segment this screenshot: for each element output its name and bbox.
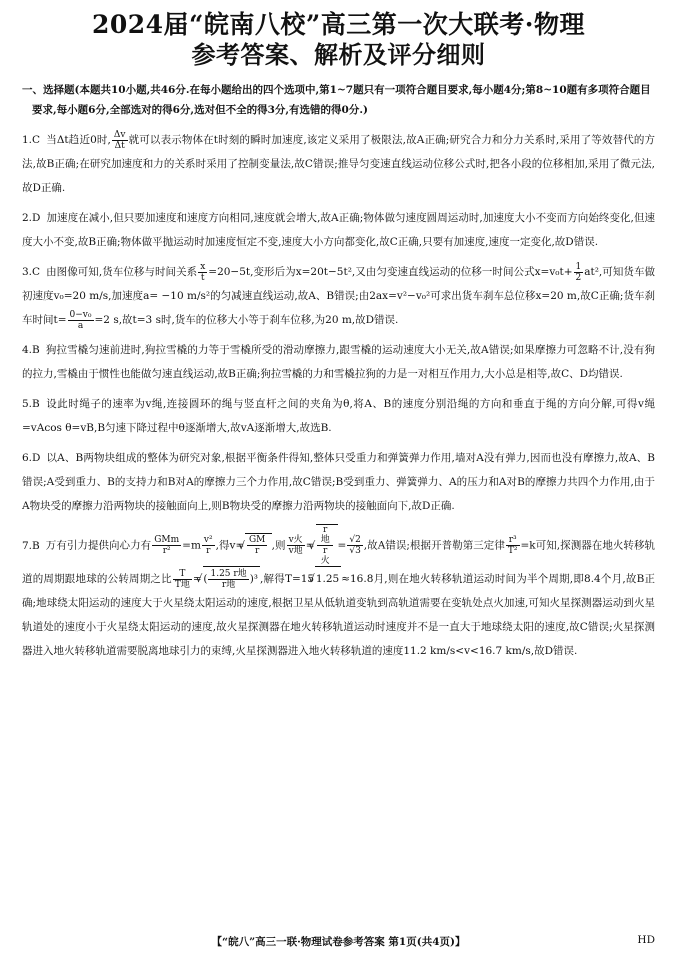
- square-root: √ $\frac{\text{r地}}{\text{r火}}$: [316, 524, 338, 566]
- answer-item-3: 3.C 由图像可知,货车位移与时间关系 $\frac{x}{t}$ =20−5t,变形后为x=20t−5t²,又由匀变速直线运动的位移一时间公式x=v₀t+ $\frac{1}{2}$ at²,可知货车做初速度v₀=20 m/s,加速度a= −10 m/s²的匀减速直线运动,故A、B错误;由2ax=v²−v₀²可求出货车刹车总位移x=20 m,故C正确;货车刹车时间t= $\frac{\text{0−v₀}}{a}$ =2 s,故t=3 s时,货车的位移大小等于刹车位移,为20 m,故D错误.: [22, 261, 656, 331]
- page-footer: [22, 934, 655, 949]
- footer-text: 【“皖八”高三一联·物理试卷参考答案 第1页(共4页)】: [211, 936, 466, 948]
- fraction: $\frac{\text{r³}}{\text{T²}}$: [507, 535, 518, 556]
- fraction: $\frac{T}{\text{T地}}$: [174, 568, 190, 590]
- answer-number: 4.B: [22, 344, 40, 356]
- answer-item-4: 4.B 狗拉雪橇匀速前进时,狗拉雪橇的力等于雪橇所受的滑动摩擦力,跟雪橇的运动速度大小无关,故A错误;如果摩擦力可忽略不计,没有狗的拉力,雪橇由于惯性也能做匀速直线运动,故B正确;狗拉雪橇的力和雪橇拉狗的力是一对相互作用力,大小总是相等,故C、D均错误.: [22, 344, 655, 380]
- section-instructions: 一、选择题(本题共10小题,共46分.在每小题给出的四个选项中,第1~7题只有一项符合题目要求,每小题4分;第8~10题有多项符合题目要求,每小题6分,全部选对的得6分,选对但不全的得3分,有选错的得0分.): [22, 84, 651, 116]
- answer-number: 5.B: [22, 398, 40, 410]
- answer-number: 2.D: [22, 212, 41, 224]
- footer-code: HD: [637, 934, 655, 946]
- answer-item-2: 2.D 加速度在减小,但只要加速度和速度方向相同,速度就会增大,故A正确;物体做匀速度圆周运动时,加速度大小不变而方向始终变化,但速度大小不变,故B正确;物体做平抛运动时加速度恒定不变,速度大小方向都变化,故C正确,只要有加速度,速度一定变化,故D错误.: [22, 212, 655, 248]
- square-root: √ ( $\frac{\text{1.25 r地}}{\text{r地}}$ )³: [203, 566, 260, 591]
- fraction: $\frac{\text{v火}}{\text{v地}}$: [288, 535, 303, 556]
- square-root: √ 1.25: [315, 566, 341, 591]
- fraction: $\frac{\text{0−v₀}}{a}$: [69, 309, 92, 331]
- answer-item-1: 1.C 当Δt趋近0时, $\frac{\Delta v}{\Delta t}$ 就可以表示物体在t时刻的瞬时加速度,该定义采用了极限法,故A正确;研究合力和分力关系时,采用了等效替代的方法,故B正确;在研究加速度和力的关系时采用了控制变量法,故C错误;推导匀变速直线运动位移公式时,把各小段的位移相加,采用了微元法,故D正确.: [22, 129, 655, 194]
- fraction: $\frac{\text{v²}}{r}$: [203, 535, 213, 556]
- answer-number: 6.D: [22, 452, 41, 464]
- answer-number: 3.C: [22, 266, 41, 278]
- answer-number: 7.B: [22, 539, 40, 552]
- answer-item-7: 7.B 万有引力提供向心力有 $\frac{\text{GMm}}{\text{r²}}$ =m $\frac{\text{v²}}{r}$ ,得v= √ $\frac{GM}{r}$ ,则 $\frac{\text{v火}}{\text{v地}}$ = √ $\frac{\text{r地}}{\text{r火}}$ = $\frac{√2}{√3}$ ,故A错误;根据开普勒第三定律 $\frac{\text{r³}}{\text{T²}}$ =k可知,探测器在地火转移轨道的周期跟地球的公转周期之比 $\frac{T}{\text{T地}}$ =√ ( $\frac{\text{1.25 r地}}{\text{r地}}$ )³ ,解得T=15√ 1.25 ≈16.8月,则在地火转移轨道运动时间为半个周期,即8.4个月,故B正确;地球绕太阳运动的速度大于火星绕太阳运动的速度,根据卫星从低轨道变轨到高轨道需要在变轨处点火加速,可知火星探测器运动到火星轨道处的速度小于火星绕太阳运动的速度,故火星探测器在地火转移轨道运动时速度并不是一直大于地球绕太阳的速度,故C错误;火星探测器进入地火转移轨道需要脱离地球引力的束缚,火星探测器进入地火转移轨道的速度11.2 km/s<v<16.7 km/s,故D错误.: [22, 524, 655, 663]
- fraction: $\frac{1}{2}$: [575, 261, 582, 283]
- answer-item-6: 6.D 以A、B两物块组成的整体为研究对象,根据平衡条件得知,整体只受重力和弹簧弹力作用,墙对A没有弹力,因而也没有摩擦力,故A、B错误;A受到重力、B的支持力和B对A的摩擦力三个力作用,故C错误;B受到重力、弹簧弹力、A的压力和A对B的摩擦力共四个力作用,由于A物块受的摩擦力沿两物块的接触面向上,则B物块受的摩擦力沿两物块的接触面向下,故D正确.: [22, 452, 655, 512]
- fraction: $\frac{\Delta v}{\Delta t}$: [113, 129, 126, 151]
- fraction: $\frac{√2}{√3}$: [349, 535, 361, 556]
- page-subtitle: 参考答案、解析及评分细则: [191, 40, 486, 69]
- fraction: $\frac{x}{t}$: [200, 261, 206, 283]
- answer-number: 1.C: [22, 134, 41, 146]
- page-title: 2024届“皖南八校”高三第一次大联考·物理: [91, 10, 586, 39]
- square-root: √ $\frac{GM}{r}$: [245, 533, 271, 558]
- fraction: $\frac{\text{GMm}}{\text{r²}}$: [154, 535, 180, 556]
- answer-item-5: 5.B 设此时绳子的速率为v绳,连接圆环的绳与竖直杆之间的夹角为θ,将A、B的速度分别沿绳的方向和垂直于绳的方向分解,可得v绳=vAcos θ=vB,B匀速下降过程中θ逐渐增大,故vA逐渐增大,故选B.: [22, 398, 655, 434]
